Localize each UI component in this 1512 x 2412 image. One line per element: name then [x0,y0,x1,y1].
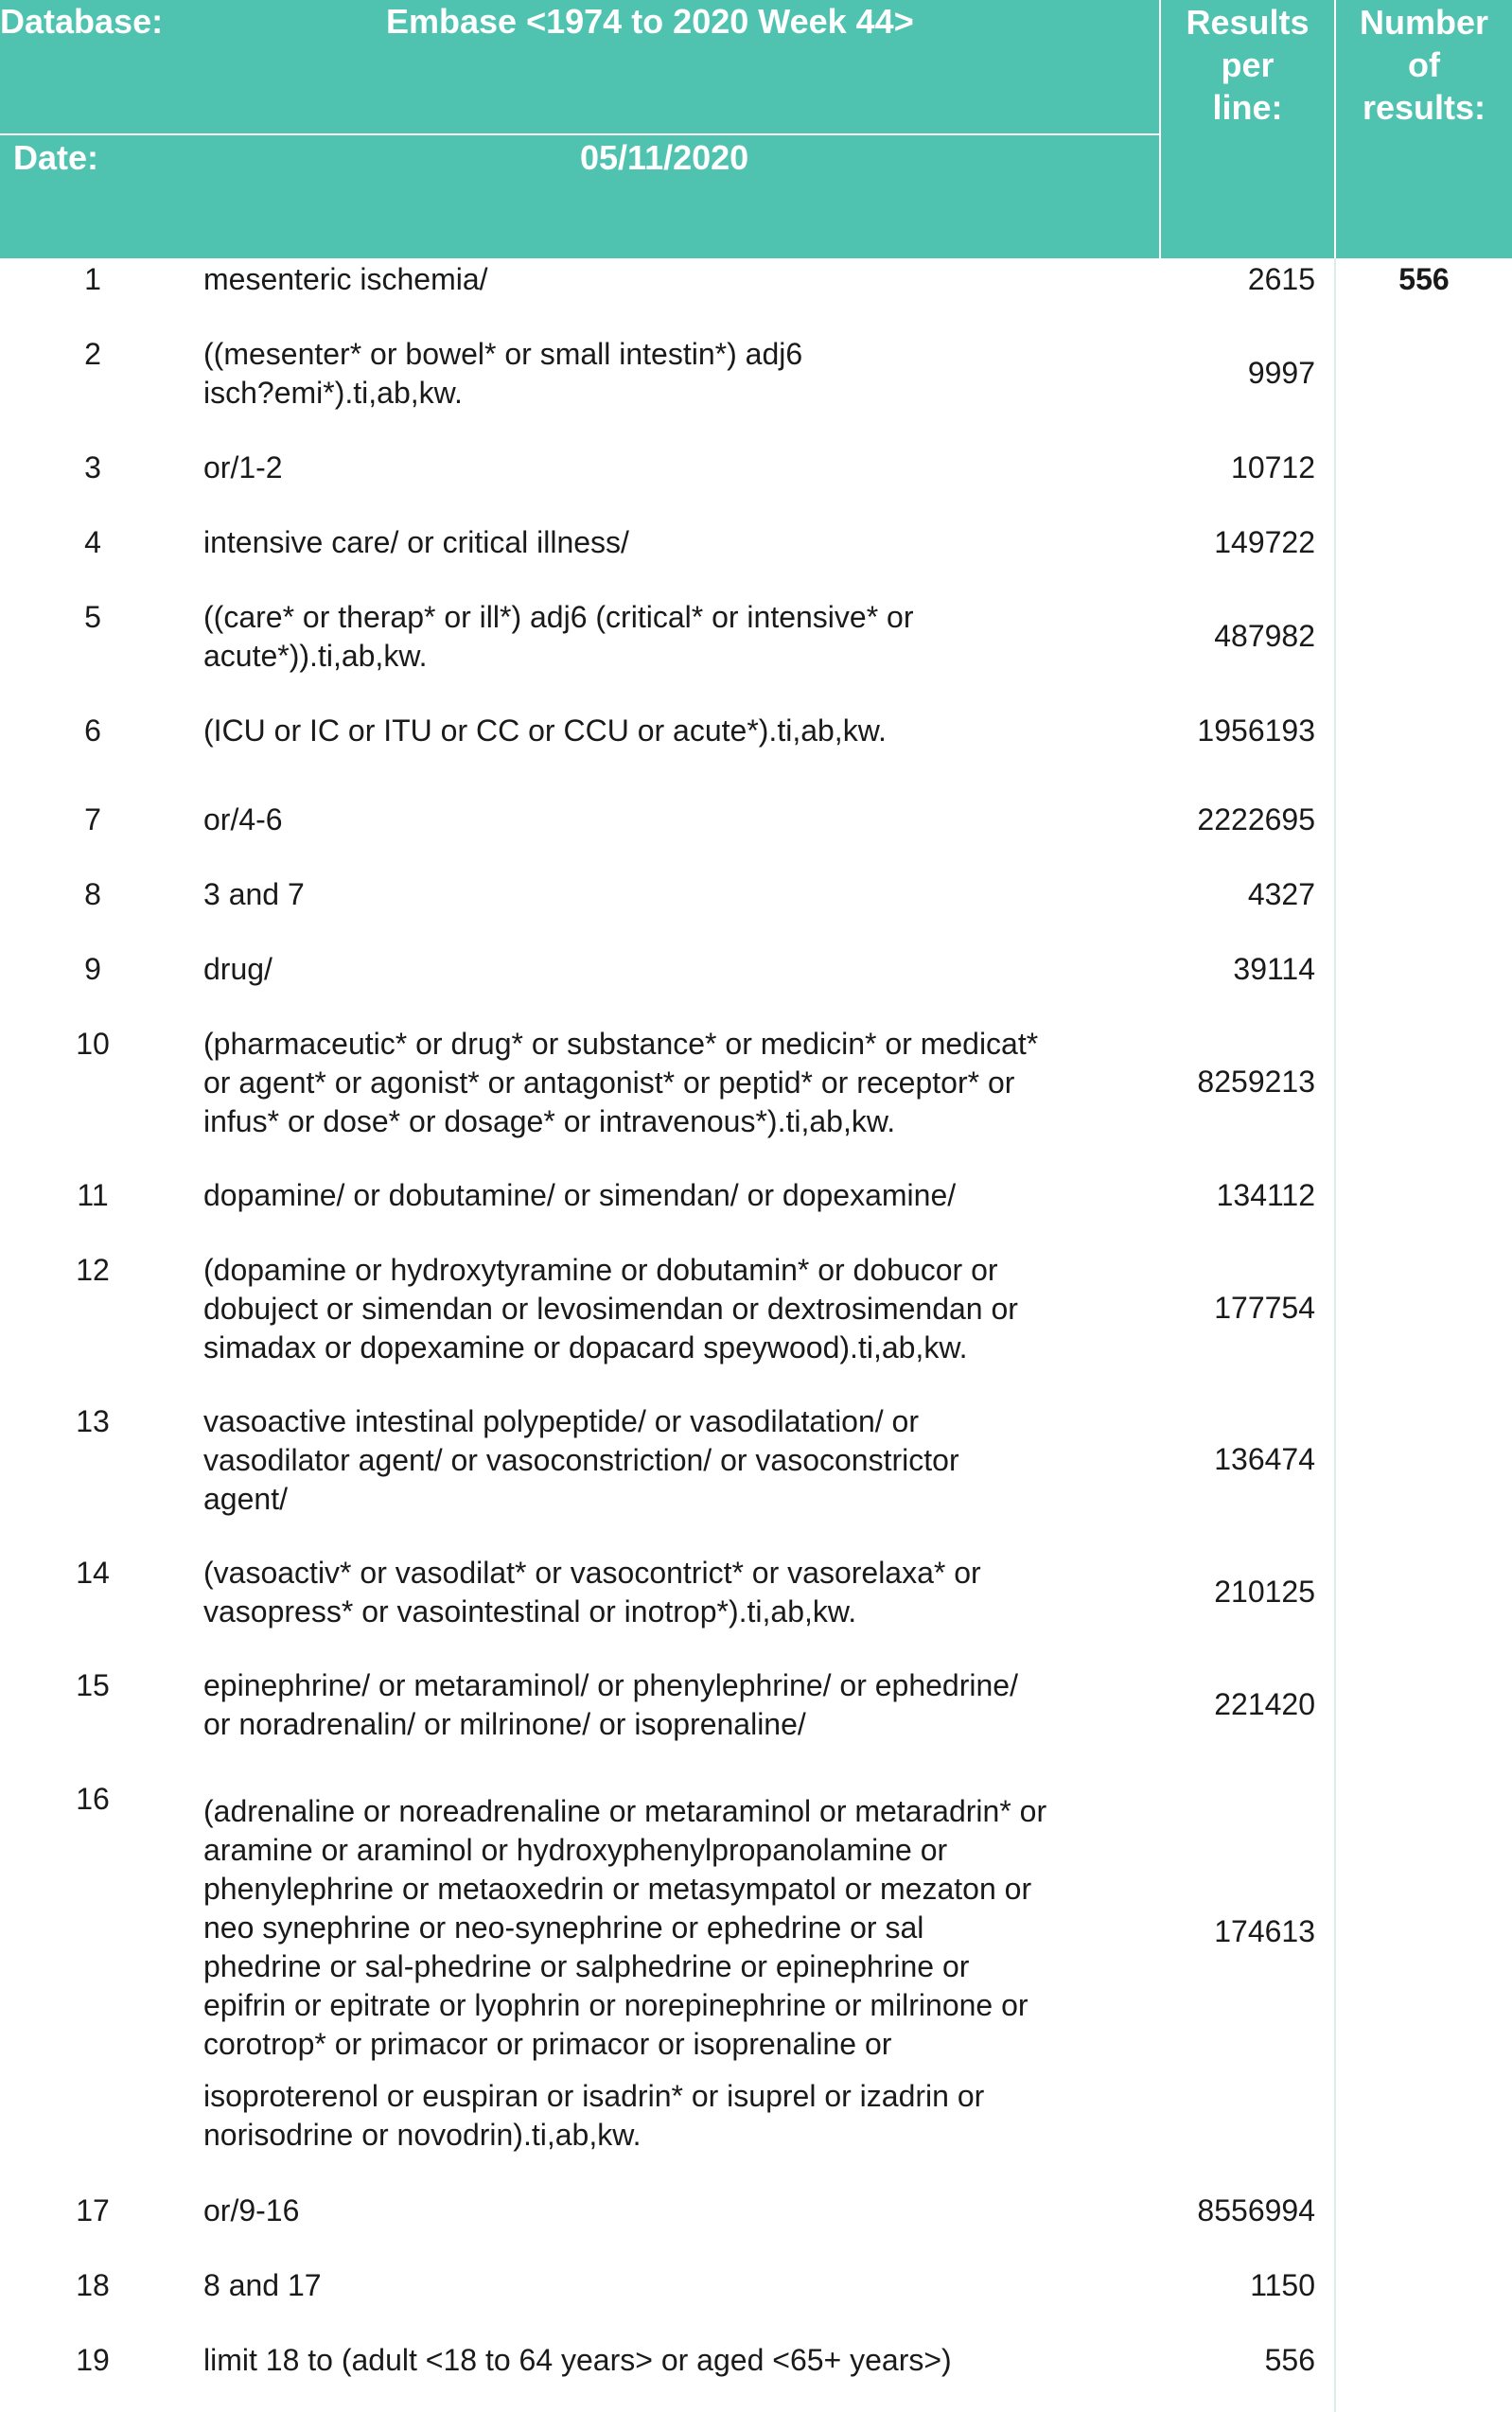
database-value: Embase <1974 to 2020 Week 44> [386,2,914,41]
query-line: ((care* or therap* or ill*) adj6 (critical* or intensive* or [203,600,914,634]
search-query [203,1554,1150,1631]
search-query [203,1176,1150,1215]
query-line: isch?emi*).ti,ab,kw. [203,376,463,410]
query-line: mesenteric ischemia/ [203,262,488,296]
results-count: 10712 [1231,450,1315,484]
header-text: results: [1362,88,1486,127]
line-number: 15 [76,1668,110,1702]
query-line: neo synephrine or neo-synephrine or ephedrine or sal [203,1910,924,1945]
query-line: intensive care/ or critical illness/ [203,525,629,559]
results-per-line-header [1161,1,1334,129]
line-number: 10 [76,1027,110,1061]
search-query [203,523,1150,562]
query-line: dopamine/ or dobutamine/ or simendan/ or dopexamine/ [203,1178,957,1212]
query-line: (pharmaceutic* or drug* or substance* or medicin* or medicat* [203,1027,1039,1061]
search-query [203,875,1150,914]
total-results: 556 [1398,262,1450,296]
query-line: aramine or araminol or hydroxyphenylpropanolamine or [203,1833,948,1867]
results-count: 177754 [1214,1291,1315,1325]
database-label: Database: [0,2,164,41]
query-line: or/1-2 [203,450,283,484]
line-number: 13 [76,1404,110,1438]
line-number: 16 [76,1782,110,1816]
search-query [203,1792,1150,2155]
search-query [203,1251,1150,1367]
search-query [203,2192,1150,2230]
line-number: 4 [84,525,101,559]
query-line: or/4-6 [203,802,283,836]
search-query [203,2341,1150,2380]
header-divider [0,133,1159,135]
line-number: 17 [76,2193,110,2227]
query-line: agent/ [203,1482,288,1516]
search-query [203,335,1150,413]
search-query [203,801,1150,839]
query-line: (ICU or IC or ITU or CC or CCU or acute*).ti,ab,kw. [203,713,887,748]
line-number: 12 [76,1253,110,1287]
query-line: or/9-16 [203,2193,300,2227]
results-count: 2615 [1247,262,1315,296]
query-line: (dopamine or hydroxytyramine or dobutamin* or dobucor or [203,1253,998,1287]
query-line: simadax or dopexamine or dopacard speywood).ti,ab,kw. [203,1330,968,1364]
search-query [203,449,1150,487]
query-line: corotrop* or primacor or primacor or isoprenaline or [203,2027,892,2061]
header-text: Number [1359,3,1489,42]
results-count: 39114 [1233,952,1315,986]
line-number: 2 [84,337,101,371]
line-number: 19 [76,2343,110,2377]
results-count: 134112 [1216,1178,1315,1212]
header-text: of [1408,45,1440,84]
results-count: 210125 [1214,1575,1315,1609]
query-line: 3 and 7 [203,877,305,911]
results-count: 4327 [1247,877,1315,911]
query-line: vasopress* or vasointestinal or inotrop*).ti,ab,kw. [203,1594,857,1629]
query-line: vasodilator agent/ or vasoconstriction/ or vasoconstrictor [203,1443,959,1477]
results-count: 556 [1264,2343,1315,2377]
line-number: 11 [77,1178,109,1212]
results-count: 8259213 [1197,1065,1315,1099]
query-line: or agent* or agonist* or antagonist* or peptid* or receptor* or [203,1065,1015,1100]
query-line: limit 18 to (adult <18 to 64 years> or aged <65+ years>) [203,2343,952,2377]
query-line: (adrenaline or noreadrenaline or metaraminol or metaradrin* or [203,1794,1047,1828]
line-number: 5 [84,600,101,634]
results-count: 149722 [1214,525,1315,559]
line-number: 14 [76,1556,110,1590]
number-of-results-header [1336,1,1512,129]
results-count: 9997 [1247,356,1315,390]
results-count: 487982 [1214,619,1315,653]
line-number: 8 [84,877,101,911]
query-line: acute*)).ti,ab,kw. [203,639,428,673]
line-number: 7 [84,802,101,836]
query-line: isoproterenol or euspiran or isadrin* or isuprel or izadrin or [203,2079,985,2113]
results-count: 221420 [1214,1687,1315,1721]
search-query [203,598,1150,676]
query-line: or noradrenalin/ or milrinone/ or isoprenaline/ [203,1707,806,1741]
query-line: ((mesenter* or bowel* or small intestin*) adj6 [203,337,803,371]
results-count: 1956193 [1197,713,1315,748]
search-query [203,1666,1150,1744]
query-line: drug/ [203,952,273,986]
query-line: vasoactive intestinal polypeptide/ or vasodilatation/ or [203,1404,919,1438]
query-line: epinephrine/ or metaraminol/ or phenylephrine/ or ephedrine/ [203,1668,1018,1702]
line-number: 18 [76,2268,110,2302]
query-line: dobuject or simendan or levosimendan or dextrosimendan or [203,1292,1018,1326]
results-count: 1150 [1250,2268,1315,2302]
date-value: 05/11/2020 [580,138,749,177]
query-line: (vasoactiv* or vasodilat* or vasocontrict* or vasorelaxa* or [203,1556,981,1590]
line-number: 1 [84,262,101,296]
results-count: 2222695 [1197,802,1315,836]
search-query [203,260,1150,299]
query-line: 8 and 17 [203,2268,322,2302]
search-query [203,950,1150,989]
column-divider [1334,258,1336,2412]
header-text: line: [1212,88,1283,127]
results-count: 174613 [1214,1914,1315,1948]
table-header [0,0,1512,258]
date-label: Date: [13,138,99,177]
query-line: phedrine or sal-phedrine or salphedrine or epinephrine or [203,1949,970,1983]
search-query [203,2266,1150,2305]
line-number: 9 [84,952,101,986]
header-text: Results [1186,3,1310,42]
line-number: 3 [84,450,101,484]
search-query [203,1402,1150,1519]
header-text: per [1221,45,1275,84]
results-count: 136474 [1214,1442,1315,1476]
results-count: 8556994 [1197,2193,1315,2227]
line-number: 6 [84,713,101,748]
query-line: epifrin or epitrate or lyophrin or norepinephrine or milrinone or [203,1988,1029,2022]
query-line: infus* or dose* or dosage* or intravenous*).ti,ab,kw. [203,1104,896,1138]
search-query [203,1025,1150,1141]
query-line: phenylephrine or metaoxedrin or metasympatol or mezaton or [203,1872,1032,1906]
query-line: norisodrine or novodrin).ti,ab,kw. [203,2118,642,2152]
search-query [203,712,1150,750]
